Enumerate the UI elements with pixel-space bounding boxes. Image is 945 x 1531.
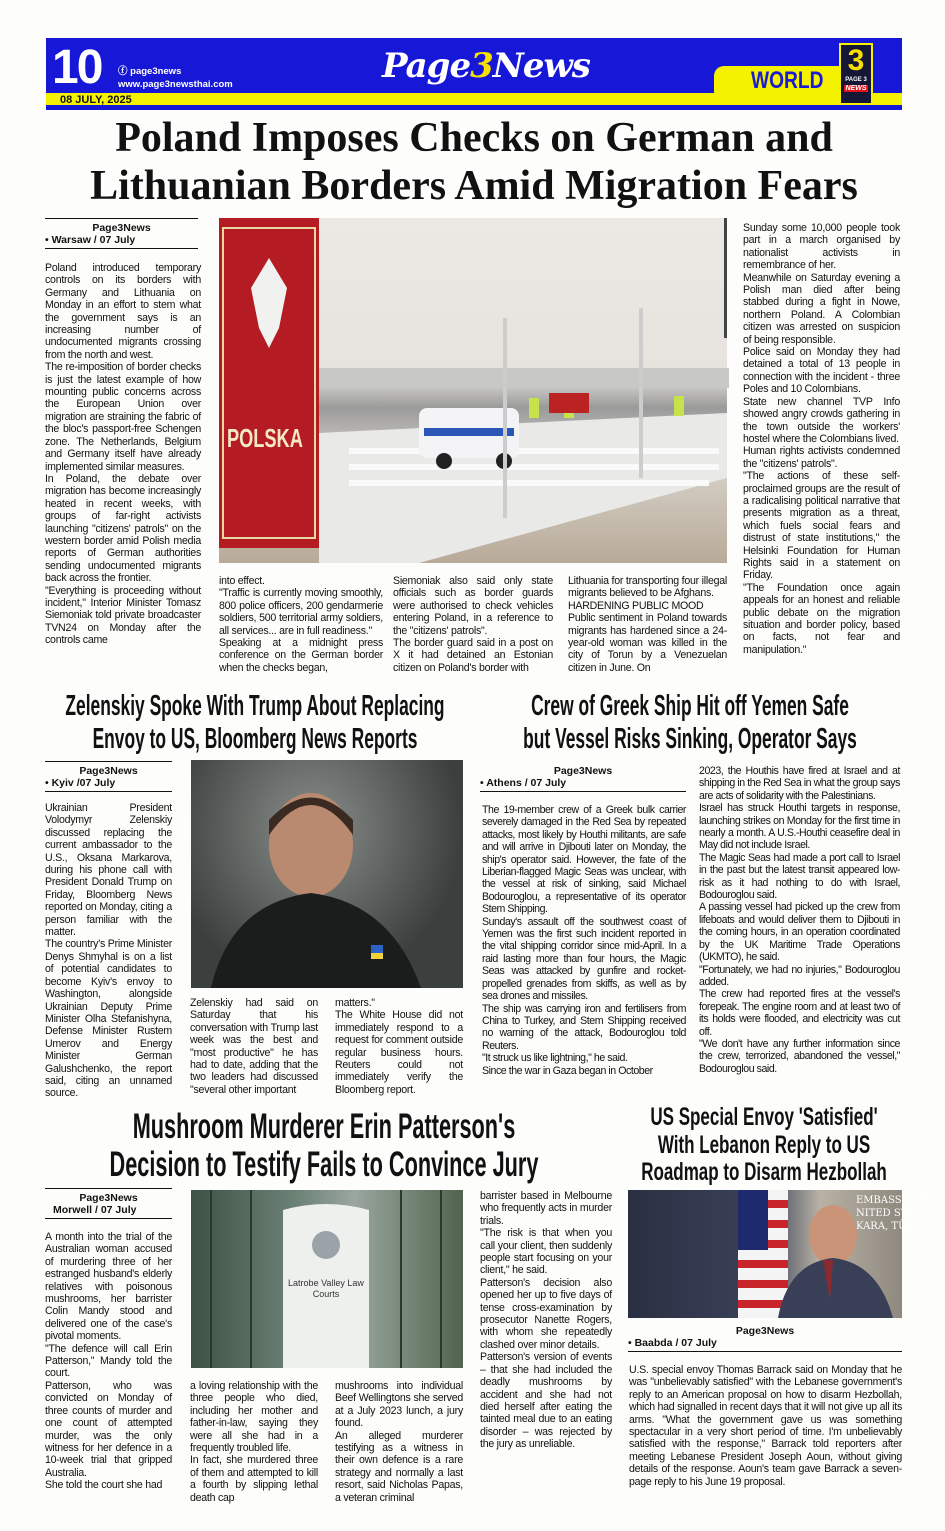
article-column <box>45 262 201 647</box>
article-paragraph: Poland introduced temporary controls on its borders with Germany and Lithuania on Monday in an effort to stem what the government says is an increasing number of undocumented migrants crossing from the north and west. <box>45 262 201 361</box>
article-paragraph: Lithuania for transporting four illegal migrants believed to be Afghans. <box>568 575 727 600</box>
photo-sign-line: EMBASSY OF <box>856 1195 927 1206</box>
headline-greek-ship <box>480 690 900 756</box>
article-paragraph: The crew had reported fires at the vessel's forepeak. The engine room and at least two of its holds were flooded, and electricity was cut off. <box>699 988 900 1038</box>
article-paragraph: Police said on Monday they had detained a total of 13 people in connection with the incident - three Poles and 10 Colombians. <box>743 346 900 396</box>
article-paragraph: A month into the trial of the Australian woman accused of murdering three of her estranged husband's elderly relatives with poisonous mushrooms, her barrister Colin Mandy stood and delivered one of the case's pivotal moments. <box>45 1231 172 1343</box>
headline-line: Crew of Greek Ship Hit off Yemen Safe <box>531 690 849 722</box>
headline-line: Envoy to US, Bloomberg News Reports <box>92 723 418 755</box>
article-column <box>45 802 172 1100</box>
headline-mushroom <box>45 1108 603 1184</box>
article-paragraph: "It struck us like lightning," he said. <box>482 1052 628 1065</box>
article-paragraph: The country's Prime Minister Denys Shmyhal is on a list of potential candidates to become Kyiv's envoy to Washington, alongside Ukrainian Deputy Prime Minister Olha Stefanishyna, Defense Minister Rustem Umerov and Energy Minister German Galushchenko, the report said, citing an unnamed source. <box>45 938 172 1100</box>
byline <box>45 761 172 792</box>
article-paragraph: "Everything is proceeding without incident," Interior Minister Tomasz Siemoniak told private broadcaster TVN24 on Monday after the controls came <box>45 584 201 647</box>
article-paragraph: "Traffic is currently moving smoothly, 800 police officers, 200 gendarmerie soldiers, 500 territorial army soldiers, all services... are in full readiness." <box>219 587 383 637</box>
headline-line: With Lebanon Reply to US <box>657 1130 871 1159</box>
zelenskiy-photo <box>191 760 463 988</box>
article-paragraph: U.S. special envoy Thomas Barrack said on Monday that he was "unbelievably satisfied" with the Lebanese government's reply to an American proposal on how to disarm Hezbollah, which had signalled in recent days that it will not give up all its arms. "What the government gave us was something spectacular in a very short period of time. I'm unbelievably satisfied with the response," Barrack told reporters after meeting Lebanese President Joseph Aoun, without giving details of the response. Aoun's team gave Barrack a seven-page reply to his June 19 proposal. <box>629 1364 902 1488</box>
byline-location: • Kyiv /07 July <box>45 777 116 789</box>
masthead <box>46 38 902 110</box>
article-column <box>743 222 900 656</box>
badge-news: NEWS <box>845 85 867 92</box>
article-column <box>480 1190 612 1451</box>
photo-sign-text: POLSKA <box>227 423 303 453</box>
article-paragraph: Zelenskiy had said on Saturday that his conversation with Trump last week was the best and "most productive" he has had to date, adding that the two leaders had discussed "several other important <box>190 997 318 1096</box>
article-column <box>190 997 318 1096</box>
article-paragraph: Patterson's decision also opened her up to five days of tense cross-examination by prosecutor Nanette Rogers, with whom she repeatedly clashed over minor details. <box>480 1276 612 1351</box>
article-paragraph: In Poland, the debate over migration has become increasingly heated in recent weeks, with groups of far-right activists launching "citizens' patrols" on the western border amid Polish media reports of German authorities sending undocumented migrants back across the frontier. <box>45 472 201 585</box>
article-paragraph: Patterson's version of events – that she had included the deadly mushrooms by accident and she had not died herself after eating the tainted meal due to an eating disorder – was rejected by the jury as unreliable. <box>480 1351 612 1451</box>
article-column <box>45 1231 172 1492</box>
byline <box>480 762 686 792</box>
badge-number: 3 <box>847 44 865 77</box>
byline-source: Page3News <box>92 222 151 234</box>
byline-location: • Athens / 07 July <box>480 777 567 789</box>
article-paragraph: The 19-member crew of a Greek bulk carrier severely damaged in the Red Sea by repeated attacks, most likely by Houthi militants, are safe and will arrive in Djibouti later on Monday, the ship's operator said. However, the fate of the Liberian-flagged Magic Seas was unclear, with the vessel at risk of sinking, said Michael Bodouroglou, a representative of its operator Stem Shipping. <box>482 804 686 916</box>
facebook-handle[interactable] <box>118 63 181 77</box>
byline-source: Page3News <box>79 1192 138 1204</box>
article-paragraph: In fact, she murdered three of them and attempted to kill a fourth by slipping lethal death cap <box>190 1454 318 1504</box>
badge-label: PAGE 3 <box>845 77 867 83</box>
article-column <box>190 1380 318 1504</box>
article-paragraph: Public sentiment in Poland towards migrants has hardened since a 24-year-old woman was killed in the city of Torun by a Venezuelan citizen in June. On <box>568 612 727 674</box>
article-paragraph: "The defence will call Erin Patterson," Mandy told the court. <box>45 1342 172 1380</box>
headline-line: Mushroom Murderer Erin Patterson's <box>132 1107 516 1146</box>
article-paragraph: Human rights activists condemned the "citizens' patrols". <box>743 445 900 470</box>
logo-text: Page <box>382 46 471 86</box>
article-paragraph: Speaking at a midnight press conference on the German border when the checks began, <box>219 637 383 674</box>
courthouse-photo <box>191 1190 463 1368</box>
website-link[interactable]: www.page3newsthai.com <box>118 79 233 90</box>
byline <box>45 218 198 249</box>
article-paragraph: The Magic Seas had made a port call to Israel in the past but the latest transit appeared low-risk as it had nothing to do with Israel, Bodouroglou said. <box>699 851 900 902</box>
article-column <box>335 997 463 1096</box>
article-paragraph: The White House did not immediately respond to a request for comment outside regular business hours. Reuters could not immediately verify the Bloomberg report. <box>335 1009 463 1096</box>
byline <box>45 1188 172 1219</box>
article-paragraph: matters." <box>335 997 375 1009</box>
article-paragraph: She told the court she had <box>45 1479 163 1492</box>
headline-line: Zelenskiy Spoke With Trump About Replacing <box>65 690 445 722</box>
brand-badge <box>839 43 873 105</box>
logo <box>382 46 590 86</box>
article-paragraph: "We don't have any further information since the crew, terrorized, abandoned the vessel," Bodouroglou said. <box>699 1037 900 1075</box>
headline-line: Decision to Testify Fails to Convince Jury <box>109 1145 539 1184</box>
article-paragraph: into effect. <box>219 575 265 587</box>
logo-text: News <box>492 46 590 86</box>
byline <box>628 1322 902 1352</box>
issue-date: 08 JULY, 2025 <box>60 94 132 106</box>
headline-lebanon <box>628 1104 900 1187</box>
article-paragraph: Patterson, who was convicted on Monday of three counts of murder and one count of attempted murder, was the only witness for her defence in a 10-week trial that gripped Australia. <box>45 1379 172 1479</box>
article-column <box>335 1380 463 1504</box>
article-paragraph: "The Foundation once again appeals for an honest and reliable public debate on the migration situation and border policy, based on facts, not fear and manipulation." <box>743 581 900 656</box>
photo-scene <box>219 218 727 563</box>
page-number: 10 <box>52 41 102 94</box>
article-paragraph: Meanwhile on Saturday evening a Polish man died after being stabbed during a fight in Nowe, northern Poland. A Colombian citizen was arrested on suspicion of being responsible. <box>743 271 900 346</box>
article-column <box>568 575 727 674</box>
article-column <box>482 804 686 1077</box>
headline-line: US Special Envoy 'Satisfied' <box>650 1103 878 1131</box>
facebook-handle-text: page3news <box>130 66 182 77</box>
article-paragraph: The ship was carrying iron and fertilisers from China to Turkey, and Stem Shipping received no warning of the attack, Bodouroglou told Reuters. <box>482 1002 686 1052</box>
article-paragraph: A passing vessel had picked up the crew from lifeboats and would deliver them to Djibouti in the coming hours, in an operation coordinated by the UK Maritime Trade Operations (UKMTO), he said. <box>699 901 900 964</box>
photo-sign-line: NITED STA <box>856 1208 915 1219</box>
article-paragraph: State new channel TVP Info showed angry crowds gathering in the town outside the workers' hostel where the Colombians lived. <box>743 395 900 445</box>
article-paragraph: The re-imposition of border checks is just the latest example of how mounting public concerns across the European Union over migration are straining the fabric of the bloc's passport-free Schengen zone. The Netherlands, Belgium and Germany itself have already implemented similar measures. <box>45 361 201 473</box>
photo-sign-text: Latrobe Valley Law Courts <box>288 1278 364 1299</box>
article-paragraph: An alleged murderer testifying as a witness in their own defence is a rare strategy and normally a last resort, said Nicholas Papas, a veteran criminal <box>335 1429 463 1504</box>
border-checkpoint-photo <box>219 218 727 563</box>
byline-source: Page3News <box>79 765 138 777</box>
article-paragraph: Since the war in Gaza began in October <box>482 1064 653 1077</box>
headline-line: Roadmap to Disarm Hezbollah <box>641 1158 887 1186</box>
article-paragraph: a loving relationship with the three people who died, including her mother and father-in-law, saying they were all she had in a frequently troubled life. <box>190 1380 318 1455</box>
byline-location: Morwell / 07 July <box>53 1204 137 1216</box>
article-paragraph: mushrooms into individual Beef Wellingtons she served at a July 2023 lunch, a jury found. <box>335 1380 463 1430</box>
article-paragraph: Siemoniak also said only state officials such as border guards were authorised to check vehicles entering Poland, in a reference to the "citizens' patrols". <box>393 575 553 637</box>
article-paragraph: 2023, the Houthis have fired at Israel and at shipping in the Red Sea in what the group says are acts of solidarity with the Palestinians. <box>699 765 900 802</box>
article-paragraph: Sunday's assault off the southwest coast of Yemen was the first such incident reported in the vital shipping corridor since mid-April. In a raid lasting more than four hours, the Magic Seas was attacked by gunfire and rocket-propelled grenades from skiffs, as well as by sea drones and missiles. <box>482 915 686 1003</box>
article-paragraph: barrister based in Melbourne who frequently acts in murder trials. <box>480 1190 612 1227</box>
byline-location: • Warsaw / 07 July <box>45 234 136 246</box>
headline-line: but Vessel Risks Sinking, Operator Says <box>523 723 857 755</box>
article-column <box>629 1364 902 1488</box>
byline-location: • Baabda / 07 July <box>628 1337 717 1349</box>
byline-source: Page3News <box>735 1325 795 1337</box>
article-paragraph: "Fortunately, we had no injuries," Bodouroglou added. <box>699 963 900 988</box>
article-paragraph: Ukrainian President Volodymyr Zelenskiy discussed replacing the current ambassador to the U.S., Oksana Markarova, during his phone call with President Donald Trump on Friday, Bloomberg News reported on Monday, citing a person familiar with the matter. <box>45 802 172 939</box>
article-paragraph: Sunday some 10,000 people took part in a march organised by nationalist activists in remembrance of her. <box>743 222 900 272</box>
photo-sign-text <box>856 1194 927 1233</box>
photo-sign-line: KARA, TÜR <box>856 1221 915 1232</box>
article-paragraph: "The actions of these self-proclaimed groups are the result of a radicalising political narrative that presents migration as a threat, which fuels social fears and distrust of state institutions," the Helsinki Foundation for Human Rights said in a statement on Friday. <box>743 470 900 582</box>
article-column <box>393 575 553 674</box>
logo-three: 3 <box>470 46 493 86</box>
lead-headline: Poland Imposes Checks on German and Lithuanian Borders Amid Migration Fears <box>90 115 858 209</box>
article-paragraph: HARDENING PUBLIC MOOD <box>568 599 704 612</box>
article-paragraph: "The risk is that when you call your client, then suddenly people start focusing on your client," he said. <box>480 1227 612 1277</box>
photo-scene <box>191 760 463 988</box>
byline-source: Page3News <box>553 765 613 777</box>
article-column <box>699 765 900 1075</box>
headline-zelenskiy <box>45 690 465 756</box>
article-column <box>219 575 383 674</box>
facebook-icon: ⓕ <box>118 66 131 77</box>
envoy-photo <box>628 1190 927 1318</box>
section-label: WORLD <box>751 67 824 94</box>
article-paragraph: Israel has struck Houthi targets in response, launching strikes on Monday for the first time in nearly a month. A U.S.-Houthi ceasefire deal in May did not include Israel. <box>699 802 900 852</box>
article-paragraph: The border guard said in a post on X it had detained an Estonian citizen on Poland's border with <box>393 637 553 674</box>
